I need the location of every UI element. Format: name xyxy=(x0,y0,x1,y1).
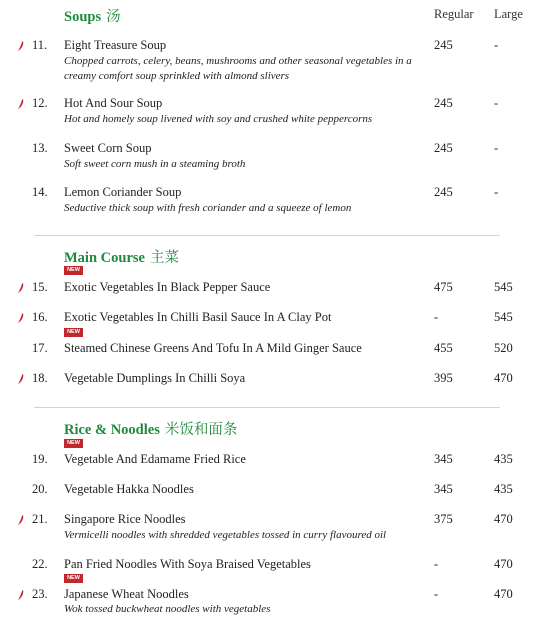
item-number: 19. xyxy=(32,452,48,466)
item-number: 17. xyxy=(32,341,48,355)
item-price-large: 435 xyxy=(494,452,513,466)
section-title-cn: 汤 xyxy=(106,9,121,25)
section-title-text: Main Course xyxy=(64,250,145,266)
item-price-regular: 245 xyxy=(434,38,453,52)
item-price-regular: - xyxy=(434,557,439,571)
item-name: Japanese Wheat Noodles xyxy=(64,587,189,601)
section-title-soups xyxy=(64,5,121,26)
item-name: Eight Treasure Soup xyxy=(64,38,167,52)
chili-icon xyxy=(17,515,25,525)
item-name: Sweet Corn Soup xyxy=(64,141,152,155)
new-badge: NEW xyxy=(64,574,83,583)
item-price-large: 470 xyxy=(494,587,513,601)
new-badge: NEW xyxy=(64,439,83,448)
item-name: Singapore Rice Noodles xyxy=(64,512,186,526)
item-name: Vegetable Dumplings In Chilli Soya xyxy=(64,371,246,385)
item-name: Vegetable And Edamame Fried Rice xyxy=(64,452,246,466)
new-badge: NEW xyxy=(64,266,83,275)
chili-icon xyxy=(17,313,25,323)
item-name: Pan Fried Noodles With Soya Braised Vegetables xyxy=(64,557,311,571)
item-number: 21. xyxy=(32,512,48,526)
item-name: Exotic Vegetables In Black Pepper Sauce xyxy=(64,280,271,294)
item-price-regular: 455 xyxy=(434,341,453,355)
item-price-large: 470 xyxy=(494,557,513,571)
item-price-regular: - xyxy=(434,310,439,324)
item-price-regular: 375 xyxy=(434,512,453,526)
chili-icon xyxy=(17,374,25,384)
item-price-large: - xyxy=(494,141,499,155)
item-name: Vegetable Hakka Noodles xyxy=(64,482,194,496)
section-title-rice-noodles xyxy=(64,418,237,439)
item-price-regular: 475 xyxy=(434,280,453,294)
chili-icon xyxy=(17,590,25,600)
item-description: Seductive thick soup with fresh coriander and a squeeze of lemon xyxy=(64,202,352,214)
item-number: 23. xyxy=(32,587,48,601)
item-number: 20. xyxy=(32,482,48,496)
item-description: Soft sweet corn mush in a steaming broth xyxy=(64,158,246,170)
item-price-regular: - xyxy=(434,587,439,601)
item-name: Lemon Coriander Soup xyxy=(64,185,182,199)
chili-icon xyxy=(17,41,25,51)
item-number: 15. xyxy=(32,280,48,294)
item-price-large: - xyxy=(494,38,499,52)
section-title-text: Rice & Noodles xyxy=(64,422,160,438)
new-badge: NEW xyxy=(64,328,83,337)
item-price-large: - xyxy=(494,185,499,199)
item-price-regular: 245 xyxy=(434,141,453,155)
item-price-large: 470 xyxy=(494,371,513,385)
item-price-regular: 345 xyxy=(434,452,453,466)
chili-icon xyxy=(17,283,25,293)
item-number: 14. xyxy=(32,185,48,199)
item-number: 12. xyxy=(32,96,48,110)
item-price-regular: 245 xyxy=(434,96,453,110)
item-name: Hot And Sour Soup xyxy=(64,96,163,110)
section-divider xyxy=(34,407,500,408)
item-price-large: 470 xyxy=(494,512,513,526)
item-number: 11. xyxy=(32,38,48,52)
section-title-text: Soups xyxy=(64,9,102,25)
item-description: Hot and homely soup livened with soy and crushed white peppercorns xyxy=(64,113,373,125)
chili-icon xyxy=(17,99,25,109)
item-number: 13. xyxy=(32,141,48,155)
item-price-large: 435 xyxy=(494,482,513,496)
item-number: 18. xyxy=(32,371,48,385)
item-description: Wok tossed buckwheat noodles with vegetables xyxy=(64,603,271,615)
item-number: 22. xyxy=(32,557,48,571)
item-price-regular: 245 xyxy=(434,185,453,199)
item-description: Vermicelli noodles with shredded vegetables tossed in curry flavoured oil xyxy=(64,529,387,541)
item-price-regular: 345 xyxy=(434,482,453,496)
column-header-regular: Regular xyxy=(434,7,474,21)
item-number: 16. xyxy=(32,310,48,324)
item-price-large: - xyxy=(494,96,499,110)
item-price-large: 520 xyxy=(494,341,513,355)
item-name: Steamed Chinese Greens And Tofu In A Mild Ginger Sauce xyxy=(64,341,362,355)
item-price-large: 545 xyxy=(494,310,513,324)
item-price-regular: 395 xyxy=(434,371,453,385)
section-divider xyxy=(34,235,500,236)
section-title-main-course xyxy=(64,246,179,267)
item-description: Chopped carrots, celery, beans, mushrooms and other seasonal vegetables in a creamy comfort soup sprinkled with almond slivers xyxy=(64,55,412,82)
section-title-cn: 主菜 xyxy=(149,250,179,266)
item-price-large: 545 xyxy=(494,280,513,294)
item-name: Exotic Vegetables In Chilli Basil Sauce In A Clay Pot xyxy=(64,310,332,324)
column-header-large: Large xyxy=(494,7,523,21)
section-title-cn: 米饭和面条 xyxy=(164,422,238,438)
